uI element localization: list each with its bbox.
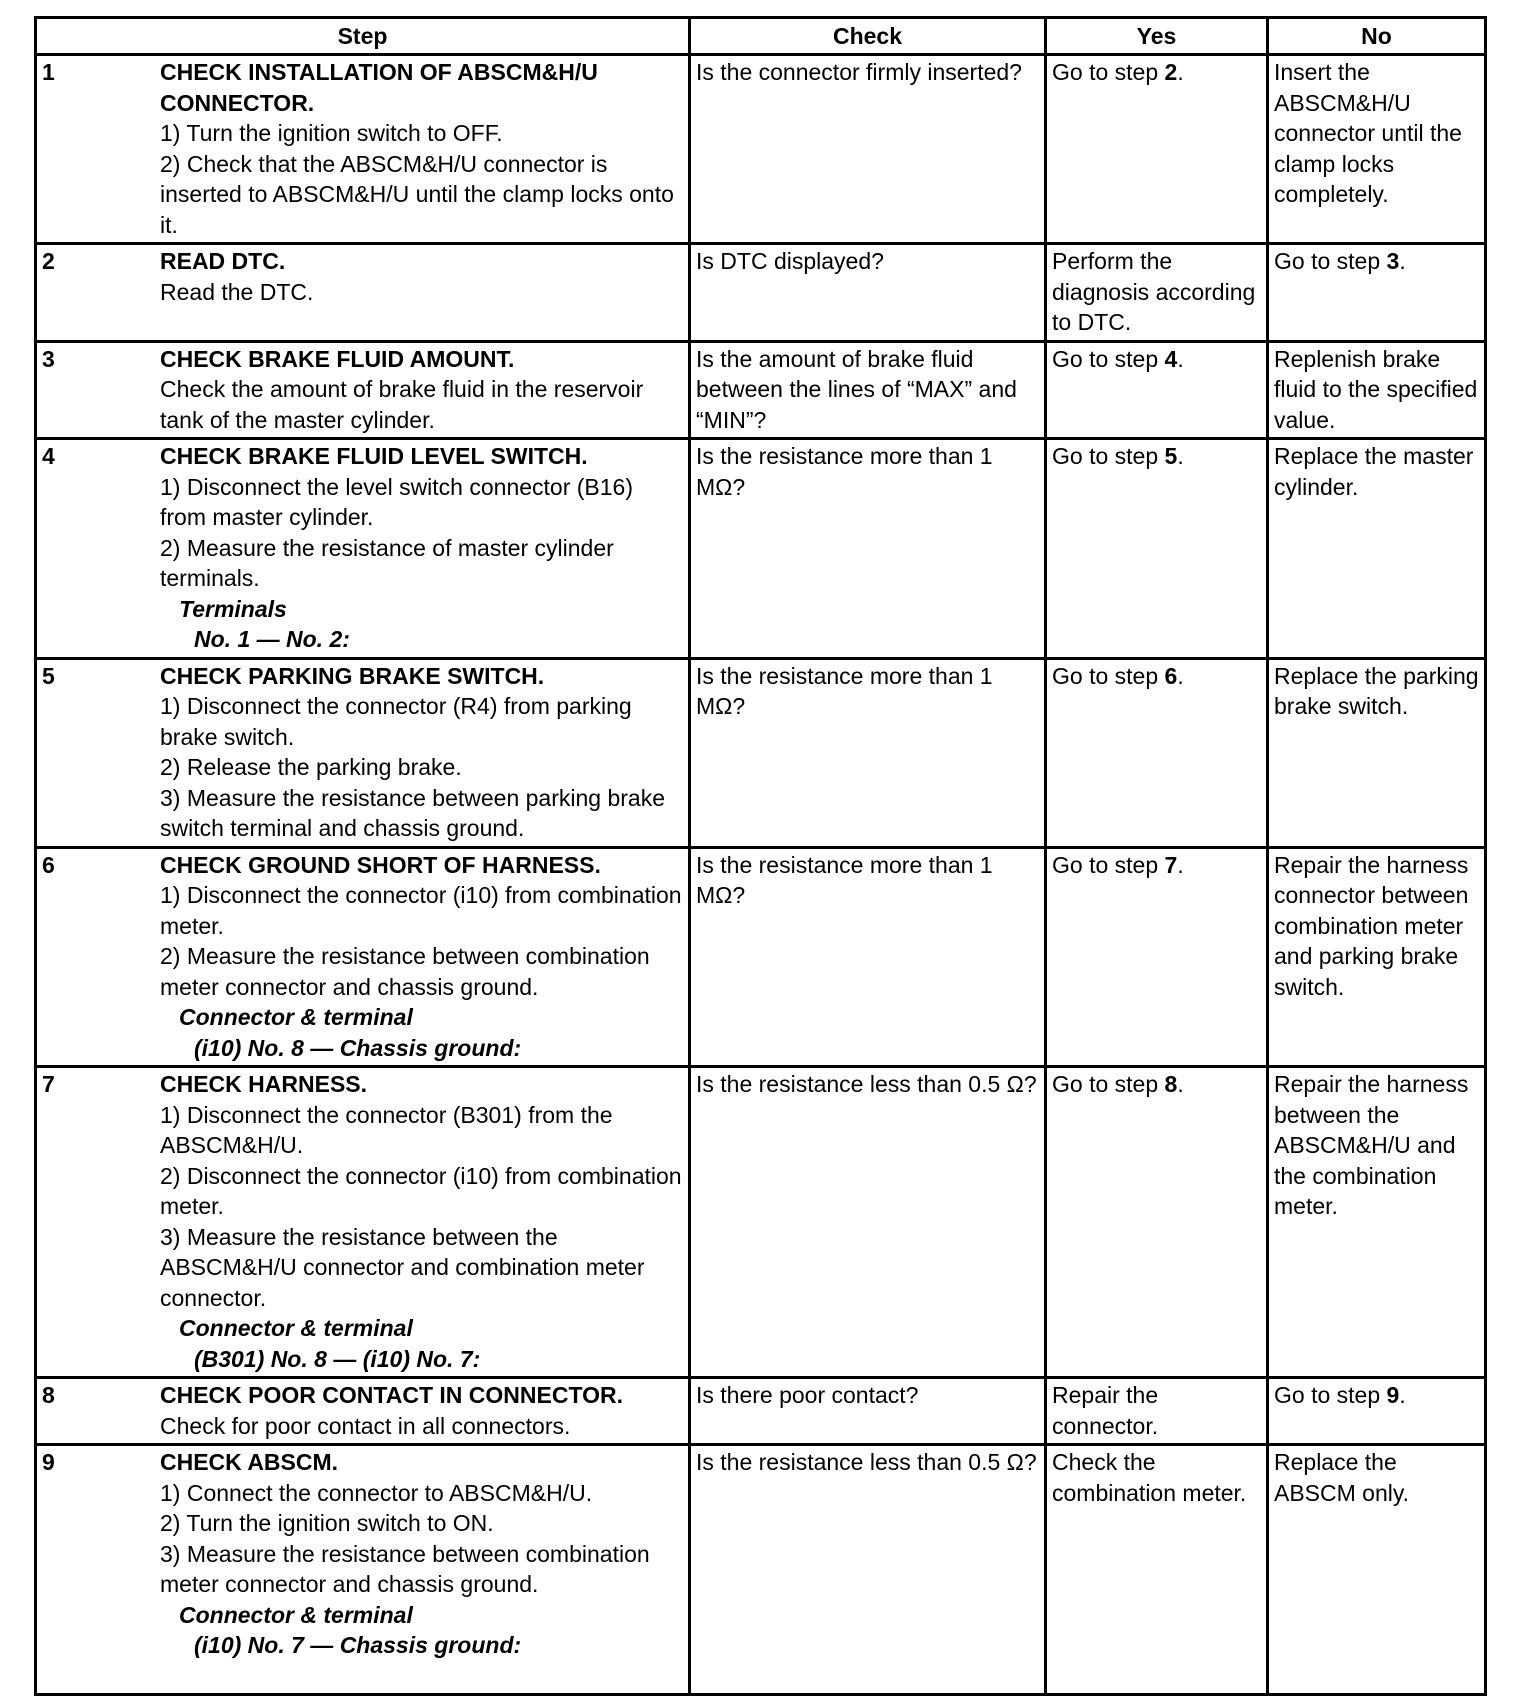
table-row (36, 1067, 1486, 1378)
step-line: 3) Measure the resistance between the ABSCM&H/U connector and combination meter connector. (160, 1223, 645, 1311)
yes-cell (1046, 55, 1268, 244)
step-cell (36, 1445, 690, 1695)
step-line: 2) Disconnect the connector (i10) from combination meter. (160, 1162, 682, 1219)
check-text: Is the amount of brake fluid between the lines of “MAX” and “MIN”? (696, 345, 1017, 433)
diagnostic-table (34, 16, 1487, 1696)
step-line: 2) Measure the resistance of master cylinder terminals. (160, 534, 614, 591)
yes-step-number: 8 (1164, 1071, 1178, 1097)
yes-cell (1046, 341, 1268, 439)
spec-label: Terminals (179, 595, 287, 622)
yes-cell (1046, 244, 1268, 342)
step-line: 3) Measure the resistance between combination meter connector and chassis ground. (160, 1540, 650, 1597)
step-number: 4 (42, 443, 55, 469)
spec-value: (i10) No. 8 — Chassis ground: (194, 1034, 522, 1061)
yes-text: Go to step (1052, 851, 1165, 878)
yes-step-number: 6 (1164, 662, 1178, 689)
table-row (36, 439, 1486, 659)
no-text: Go to step (1274, 248, 1387, 274)
yes-step-number: 4 (1164, 345, 1178, 372)
no-text: Replenish brake fluid to the specified value. (1274, 345, 1478, 433)
yes-text: Repair the connector. (1052, 1382, 1159, 1439)
step-cell (36, 1067, 690, 1378)
table-row (36, 1445, 1486, 1695)
no-text: Insert the ABSCM&H/U connector until the clamp locks completely. (1274, 59, 1462, 207)
step-title: CHECK ABSCM. (160, 1449, 339, 1475)
step-cell (36, 439, 690, 659)
no-cell (1268, 1378, 1486, 1445)
table-row (36, 244, 1486, 342)
table-header-row (36, 18, 1486, 55)
check-cell (690, 244, 1046, 342)
table-row (36, 658, 1486, 847)
step-title: CHECK POOR CONTACT IN CONNECTOR. (160, 1382, 623, 1408)
no-cell (1268, 847, 1486, 1067)
no-text: Replace the parking brake switch. (1274, 662, 1479, 719)
no-text: Replace the master cylinder. (1274, 443, 1474, 500)
check-text: Is the resistance more than 1 MΩ? (696, 443, 993, 500)
step-line: Check the amount of brake fluid in the reservoir tank of the master cylinder. (160, 376, 644, 433)
spec-label: Connector & terminal (179, 1004, 413, 1030)
yes-step-number: 5 (1164, 443, 1178, 469)
yes-text: Go to step (1052, 1071, 1165, 1097)
check-cell (690, 1067, 1046, 1378)
header-yes: Yes (1046, 18, 1268, 55)
spec-label: Connector & terminal (179, 1315, 413, 1341)
yes-cell (1046, 1378, 1268, 1445)
step-cell (36, 1378, 690, 1445)
no-text: Go to step (1274, 1382, 1387, 1408)
step-line: 1) Disconnect the connector (i10) from combination meter. (160, 882, 682, 939)
yes-text: Go to step (1052, 662, 1165, 689)
check-cell (690, 1378, 1046, 1445)
yes-suffix: . (1177, 345, 1184, 372)
check-cell (690, 341, 1046, 439)
yes-suffix: . (1177, 443, 1184, 469)
check-text: Is DTC displayed? (696, 248, 884, 274)
yes-cell (1046, 658, 1268, 847)
no-suffix: . (1399, 248, 1406, 274)
step-number: 6 (42, 851, 55, 878)
check-cell (690, 439, 1046, 659)
step-cell (36, 55, 690, 244)
yes-suffix: . (1177, 1071, 1184, 1097)
yes-suffix: . (1177, 59, 1184, 85)
yes-text: Perform the diagnosis according to DTC. (1052, 248, 1256, 335)
check-text: Is the resistance less than 0.5 Ω? (696, 1071, 1037, 1097)
no-suffix: . (1399, 1382, 1406, 1408)
no-step-number: 3 (1386, 248, 1400, 274)
no-cell (1268, 439, 1486, 659)
table-row (36, 55, 1486, 244)
spec-value: No. 1 — No. 2: (194, 626, 350, 652)
step-number: 1 (42, 59, 55, 85)
check-text: Is there poor contact? (696, 1382, 919, 1408)
yes-step-number: 2 (1164, 59, 1178, 85)
step-line: 3) Measure the resistance between parking brake switch terminal and chassis ground. (160, 784, 666, 841)
no-step-number: 9 (1386, 1382, 1400, 1408)
yes-cell (1046, 439, 1268, 659)
step-title: READ DTC. (160, 248, 286, 274)
yes-text: Go to step (1052, 59, 1165, 85)
no-cell (1268, 244, 1486, 342)
check-cell (690, 55, 1046, 244)
diagnostic-table-page (34, 16, 1484, 1696)
check-text: Is the resistance less than 0.5 Ω? (696, 1449, 1037, 1475)
header-step: Step (36, 18, 690, 55)
step-line: Check for poor contact in all connectors. (160, 1412, 571, 1439)
table-body (36, 55, 1486, 1695)
spec-value: (B301) No. 8 — (i10) No. 7: (194, 1345, 481, 1372)
step-line: Read the DTC. (160, 278, 314, 305)
no-cell (1268, 1445, 1486, 1695)
no-cell (1268, 341, 1486, 439)
step-number: 9 (42, 1449, 55, 1475)
step-title: CHECK BRAKE FLUID AMOUNT. (160, 345, 515, 372)
step-line: 1) Turn the ignition switch to OFF. (160, 120, 503, 146)
table-row (36, 341, 1486, 439)
step-cell (36, 341, 690, 439)
step-number: 3 (42, 345, 55, 372)
yes-step-number: 7 (1164, 851, 1178, 878)
step-number: 5 (42, 662, 55, 689)
check-text: Is the connector firmly inserted? (696, 59, 1022, 85)
step-line: 2) Turn the ignition switch to ON. (160, 1510, 494, 1536)
spec-value: (i10) No. 7 — Chassis ground: (194, 1632, 522, 1658)
yes-suffix: . (1177, 851, 1184, 878)
check-text: Is the resistance more than 1 MΩ? (696, 851, 993, 908)
step-line: 1) Connect the connector to ABSCM&H/U. (160, 1479, 593, 1506)
step-cell (36, 658, 690, 847)
step-title: CHECK BRAKE FLUID LEVEL SWITCH. (160, 443, 588, 469)
yes-cell (1046, 847, 1268, 1067)
no-cell (1268, 55, 1486, 244)
step-line: 2) Release the parking brake. (160, 754, 462, 780)
yes-cell (1046, 1445, 1268, 1695)
check-cell (690, 658, 1046, 847)
no-cell (1268, 1067, 1486, 1378)
step-line: 1) Disconnect the level switch connector (B16) from master cylinder. (160, 473, 633, 530)
yes-text: Go to step (1052, 345, 1165, 372)
step-line: 1) Disconnect the connector (R4) from parking brake switch. (160, 693, 632, 750)
header-check: Check (690, 18, 1046, 55)
no-text: Repair the harness between the ABSCM&H/U and the combination meter. (1274, 1071, 1469, 1219)
step-title: CHECK HARNESS. (160, 1071, 368, 1097)
step-title: CHECK PARKING BRAKE SWITCH. (160, 662, 545, 689)
header-no: No (1268, 18, 1486, 55)
yes-suffix: . (1177, 662, 1184, 689)
step-title: CHECK GROUND SHORT OF HARNESS. (160, 851, 601, 878)
yes-cell (1046, 1067, 1268, 1378)
yes-text: Go to step (1052, 443, 1165, 469)
step-line: 1) Disconnect the connector (B301) from the ABSCM&H/U. (160, 1101, 613, 1158)
yes-text: Check the combination meter. (1052, 1449, 1247, 1506)
step-cell (36, 847, 690, 1067)
table-row (36, 847, 1486, 1067)
check-text: Is the resistance more than 1 MΩ? (696, 662, 993, 719)
check-cell (690, 847, 1046, 1067)
step-line: 2) Check that the ABSCM&H/U connector is inserted to ABSCM&H/U until the clamp locks onto it. (160, 150, 674, 238)
step-cell (36, 244, 690, 342)
spec-label: Connector & terminal (179, 1601, 413, 1628)
step-title: CHECK INSTALLATION OF ABSCM&H/U CONNECTOR. (160, 59, 598, 116)
no-text: Repair the harness connector between combination meter and parking brake switch. (1274, 851, 1469, 1000)
table-row (36, 1378, 1486, 1445)
step-line: 2) Measure the resistance between combination meter connector and chassis ground. (160, 943, 650, 1000)
step-number: 8 (42, 1382, 55, 1408)
step-number: 2 (42, 248, 55, 274)
step-number: 7 (42, 1071, 55, 1097)
no-cell (1268, 658, 1486, 847)
no-text: Replace the ABSCM only. (1274, 1449, 1410, 1506)
check-cell (690, 1445, 1046, 1695)
